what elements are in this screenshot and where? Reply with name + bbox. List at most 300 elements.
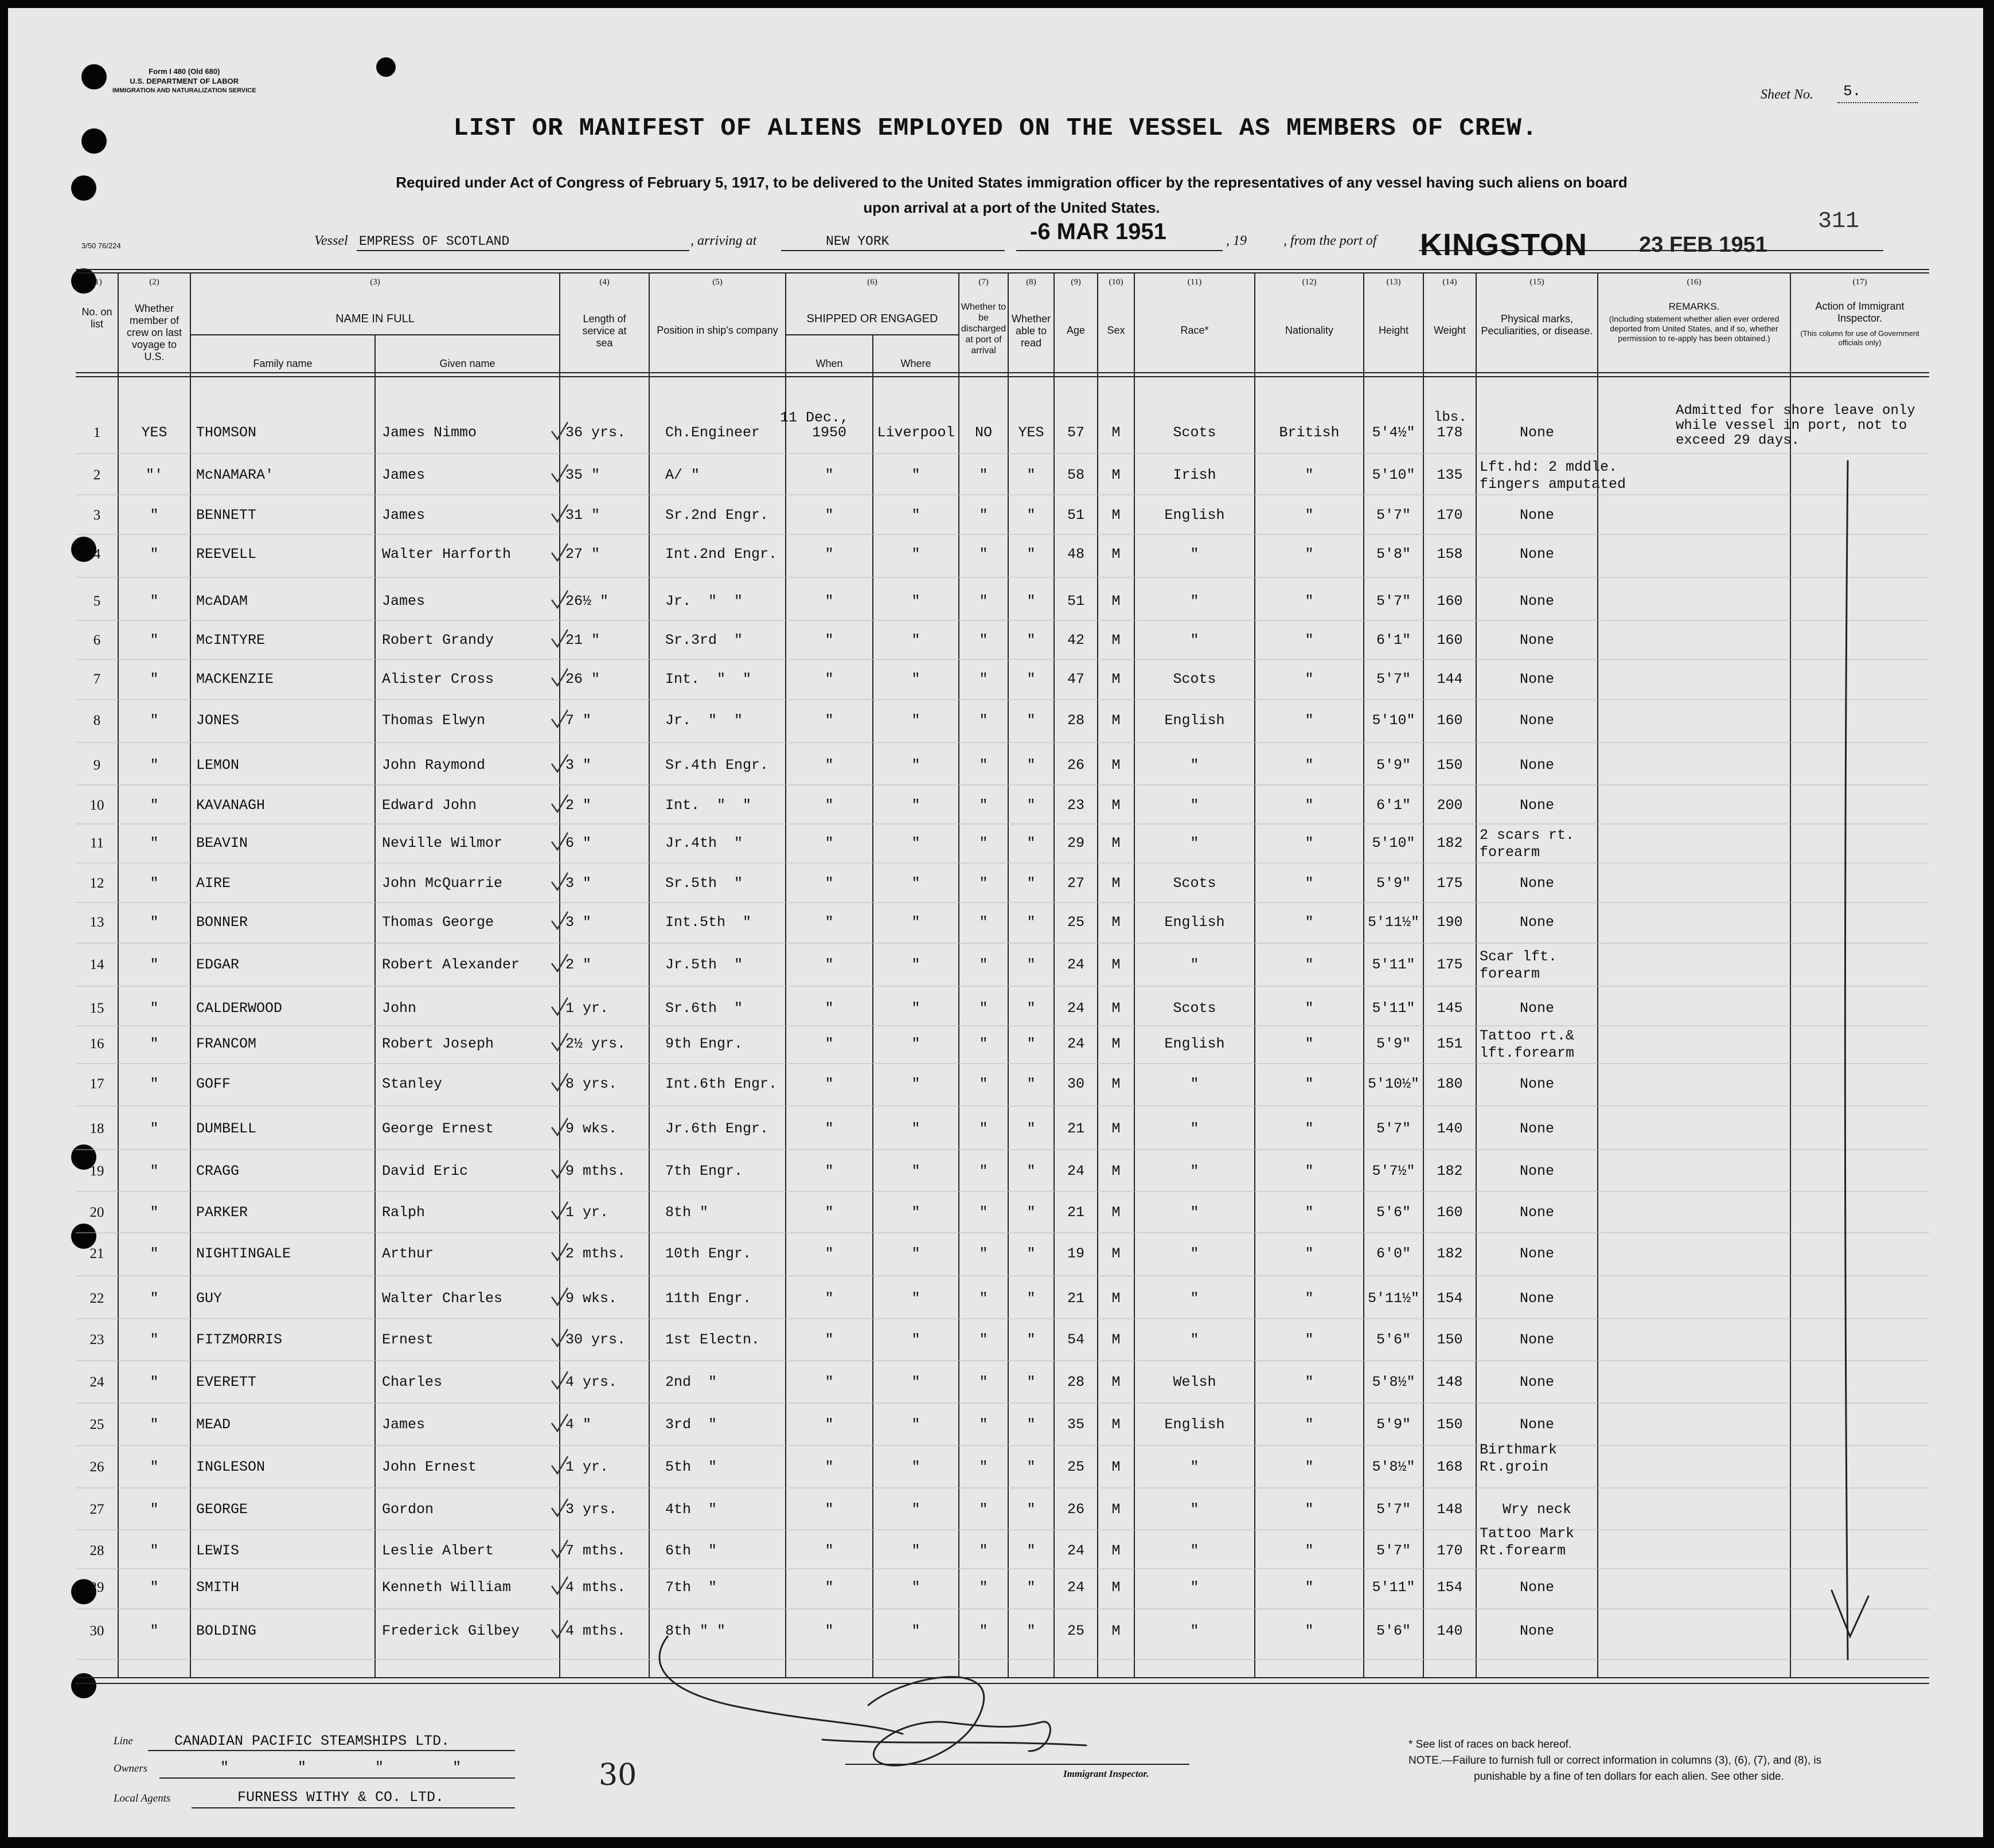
cell-age: 25	[1067, 1459, 1084, 1475]
cell-height: 5'7"	[1376, 507, 1411, 523]
cell-race: "	[1190, 1579, 1199, 1596]
cell-marks: Tattoo Mark	[1480, 1525, 1575, 1542]
cell-age: 27	[1067, 875, 1084, 892]
cell-position: Sr.2nd Engr.	[665, 507, 769, 523]
column-number: (8)	[1026, 278, 1036, 287]
cell-when: "	[825, 875, 834, 892]
cell-member: "	[150, 1290, 159, 1307]
cell-where: "	[911, 632, 920, 648]
cell-no: 26	[89, 1459, 104, 1475]
cell-marks: None	[1519, 1374, 1554, 1390]
cell-age: 57	[1067, 424, 1084, 441]
cell-no: 18	[89, 1121, 104, 1136]
cell-sex: M	[1111, 1459, 1121, 1475]
cell-no: 5	[93, 593, 101, 609]
cell-member: "	[150, 593, 159, 610]
cell-marks-line-2: fingers amputated	[1480, 476, 1626, 493]
cell-no: 20	[89, 1205, 104, 1220]
cell-discharged: "	[979, 1374, 988, 1390]
cell-given: Edward John	[382, 797, 477, 814]
cell-discharged: "	[979, 1163, 988, 1179]
cell-nationality: "	[1305, 467, 1314, 483]
cell-weight: 144	[1437, 671, 1463, 687]
cell-when: "	[825, 546, 834, 562]
cell-service: 4 mths.	[565, 1623, 626, 1639]
cell-read: "	[1027, 1163, 1036, 1179]
cell-member: "	[150, 632, 159, 648]
cell-service: 1 yr.	[565, 1459, 609, 1475]
cell-marks: None	[1519, 1290, 1554, 1307]
cell-height: 5'6"	[1376, 1623, 1411, 1639]
cell-member: "	[150, 1120, 159, 1137]
cell-where: "	[911, 1501, 920, 1518]
cell-no: 19	[89, 1163, 104, 1179]
cell-given: John Ernest	[382, 1459, 477, 1475]
cell-race: English	[1164, 712, 1225, 729]
cell-race: "	[1190, 593, 1199, 610]
cell-member: "	[150, 1000, 159, 1017]
header-able-to-read: Whether able to read	[1011, 313, 1051, 349]
cell-service: 26 "	[565, 671, 600, 687]
cell-weight: 178	[1437, 424, 1463, 441]
cell-age: 24	[1067, 1542, 1084, 1559]
cell-when: "	[825, 593, 834, 610]
cell-family: EDGAR	[196, 956, 240, 973]
cell-marks-line-2: lft.forearm	[1480, 1045, 1575, 1061]
cell-member: "	[150, 1416, 159, 1433]
column-number: (15)	[1529, 278, 1544, 287]
cell-read: "	[1027, 1076, 1036, 1092]
cell-when: "	[825, 671, 834, 687]
cell-height: 5'6"	[1376, 1204, 1411, 1221]
cell-sex: M	[1111, 1374, 1121, 1390]
cell-height: 5'7"	[1376, 1501, 1411, 1518]
cell-weight: 180	[1437, 1076, 1463, 1092]
cell-age: 28	[1067, 712, 1084, 729]
cell-no: 25	[89, 1417, 104, 1432]
column-number: (10)	[1109, 278, 1123, 287]
cell-family: AIRE	[196, 875, 231, 892]
from-port-label: , from the port of	[1283, 233, 1377, 248]
cell-discharged: NO	[974, 424, 992, 441]
cell-family: BOLDING	[196, 1623, 257, 1639]
cell-position: Int. " "	[665, 797, 752, 814]
cell-read: "	[1027, 1120, 1036, 1137]
department-name: U.S. DEPARTMENT OF LABOR	[130, 77, 239, 85]
header-sex: Sex	[1107, 325, 1125, 336]
cell-discharged: "	[979, 757, 988, 773]
penalty-note-1: NOTE.—Failure to furnish full or correct information in columns (3), (6), (7), and (8), is	[1408, 1755, 1822, 1767]
cell-given: Kenneth William	[382, 1579, 512, 1596]
cell-read: "	[1027, 757, 1036, 773]
cell-position: 7th Engr.	[665, 1163, 743, 1179]
cell-no: 2	[93, 467, 101, 483]
cell-race: English	[1164, 507, 1225, 523]
cell-position: Jr.6th Engr.	[665, 1120, 769, 1137]
cell-when: "	[825, 1036, 834, 1052]
cell-age: 24	[1067, 1163, 1084, 1179]
cell-service: 9 wks.	[565, 1290, 618, 1307]
cell-service: 9 mths.	[565, 1163, 626, 1179]
cell-height: 5'7½"	[1372, 1163, 1415, 1179]
cell-no: 21	[89, 1246, 104, 1261]
cell-discharged: "	[979, 1579, 988, 1596]
cell-marks: 2 scars rt.	[1480, 827, 1575, 843]
cell-race: English	[1164, 1036, 1225, 1052]
cell-height: 5'7"	[1376, 593, 1411, 610]
cell-nationality: "	[1305, 1501, 1314, 1518]
cell-marks: Scar lft.	[1480, 948, 1558, 965]
cell-where: "	[911, 712, 920, 729]
cell-discharged: "	[979, 467, 988, 483]
cell-where: "	[911, 1036, 920, 1052]
cell-when: "	[825, 1120, 834, 1137]
remarks-line: exceed 29 days.	[1676, 433, 1800, 448]
cell-nationality: British	[1279, 424, 1340, 441]
cell-weight: 200	[1437, 797, 1463, 814]
cell-position: 10th Engr.	[665, 1245, 752, 1262]
cell-where: "	[911, 671, 920, 687]
cell-weight: 151	[1437, 1036, 1463, 1052]
cell-height: 5'7"	[1376, 1120, 1411, 1137]
cell-discharged: "	[979, 1000, 988, 1017]
cell-service: 4 "	[565, 1416, 592, 1433]
cell-service: 3 "	[565, 875, 592, 892]
cell-read: "	[1027, 1501, 1036, 1518]
cell-where: "	[911, 1623, 920, 1639]
cell-position: 7th "	[665, 1579, 717, 1596]
cell-age: 19	[1067, 1245, 1084, 1262]
cell-age: 42	[1067, 632, 1084, 648]
cell-member: "	[150, 956, 159, 973]
cell-marks: None	[1519, 546, 1554, 562]
cell-sex: M	[1111, 1204, 1121, 1221]
cell-where: "	[911, 1579, 920, 1596]
cell-age: 24	[1067, 1000, 1084, 1017]
cell-given: Neville Wilmor	[382, 835, 503, 851]
cell-where: "	[911, 1076, 920, 1092]
cell-age: 21	[1067, 1290, 1084, 1307]
cell-member: "	[150, 1542, 159, 1559]
cell-nationality: "	[1305, 1290, 1314, 1307]
cell-member: "'	[145, 467, 163, 483]
cell-sex: M	[1111, 712, 1121, 729]
cell-member: "	[150, 1204, 159, 1221]
cell-given: James	[382, 467, 426, 483]
header-no-on-list: No. on list	[81, 306, 112, 330]
cell-nationality: "	[1305, 1163, 1314, 1179]
cell-family: REEVELL	[196, 546, 257, 562]
cell-discharged: "	[979, 1245, 988, 1262]
cell-member: "	[150, 1076, 159, 1092]
local-agents-value: FURNESS WITHY & CO. LTD.	[237, 1789, 444, 1806]
cell-age: 26	[1067, 757, 1084, 773]
cell-where: "	[911, 593, 920, 610]
cell-race: "	[1190, 632, 1199, 648]
cell-age: 24	[1067, 1036, 1084, 1052]
cell-discharged: "	[979, 956, 988, 973]
cell-nationality: "	[1305, 593, 1314, 610]
subtitle-line-1: Required under Act of Congress of February 5, 1917, to be delivered to the United States immigration officer by the representatives of any vessel having such aliens on board	[396, 174, 1628, 191]
cell-sex: M	[1111, 671, 1121, 687]
cell-sex: M	[1111, 1542, 1121, 1559]
cell-nationality: "	[1305, 1000, 1314, 1017]
cell-no: 28	[89, 1543, 104, 1558]
cell-age: 21	[1067, 1120, 1084, 1137]
first-row-when-line-1: 11 Dec.,	[780, 409, 849, 426]
cell-discharged: "	[979, 1076, 988, 1092]
cell-where: "	[911, 1374, 920, 1390]
cell-family: BENNETT	[196, 507, 257, 523]
cell-race: Scots	[1173, 424, 1216, 441]
cell-family: GEORGE	[196, 1501, 248, 1518]
cell-service: 1 yr.	[565, 1204, 609, 1221]
cell-family: KAVANAGH	[196, 797, 266, 814]
cell-member: "	[150, 875, 159, 892]
cell-read: "	[1027, 956, 1036, 973]
cell-no: 13	[89, 915, 104, 930]
cell-service: 31 "	[565, 507, 600, 523]
arriving-label: , arriving at	[690, 233, 757, 248]
cell-marks: None	[1519, 797, 1554, 814]
signature-main	[868, 1677, 1050, 1765]
cell-weight: 148	[1437, 1501, 1463, 1518]
cell-when: "	[825, 467, 834, 483]
cell-sex: M	[1111, 835, 1121, 851]
column-number: (4)	[599, 278, 610, 287]
cell-when: "	[825, 914, 834, 931]
cell-age: 25	[1067, 1623, 1084, 1639]
cell-weight: 158	[1437, 546, 1463, 562]
cell-sex: M	[1111, 757, 1121, 773]
subtitle-line-2: upon arrival at a port of the United States.	[863, 199, 1160, 216]
cell-race: "	[1190, 1290, 1199, 1307]
cell-age: 25	[1067, 914, 1084, 931]
cell-discharged: "	[979, 875, 988, 892]
cell-nationality: "	[1305, 1459, 1314, 1475]
cell-read: "	[1027, 1579, 1036, 1596]
cell-when: "	[825, 1000, 834, 1017]
cell-height: 5'11"	[1372, 956, 1415, 973]
cell-discharged: "	[979, 593, 988, 610]
cell-where: "	[911, 467, 920, 483]
arrival-date-stamp: -6 MAR 1951	[1030, 219, 1166, 244]
cell-nationality: "	[1305, 875, 1314, 892]
cell-family: CALDERWOOD	[196, 1000, 283, 1017]
cell-where: "	[911, 797, 920, 814]
cell-height: 5'8"	[1376, 546, 1411, 562]
cell-race: "	[1190, 1459, 1199, 1475]
header-action-sub: (This column for use of Government officials only)	[1800, 329, 1919, 347]
cell-nationality: "	[1305, 1120, 1314, 1137]
cell-service: 2½ yrs.	[565, 1036, 626, 1052]
cell-marks: None	[1519, 757, 1554, 773]
cell-height: 5'4½"	[1372, 424, 1415, 441]
cell-sex: M	[1111, 467, 1121, 483]
cell-service: 7 mths.	[565, 1542, 626, 1559]
cell-service: 21 "	[565, 632, 600, 648]
cell-height: 6'0"	[1376, 1245, 1411, 1262]
cell-sex: M	[1111, 875, 1121, 892]
cell-race: Scots	[1173, 875, 1216, 892]
cell-marks: None	[1519, 632, 1554, 648]
owners-value: " " " "	[220, 1759, 462, 1776]
cell-nationality: "	[1305, 757, 1314, 773]
cell-weight: 160	[1437, 593, 1463, 610]
cell-sex: M	[1111, 1076, 1121, 1092]
cell-where: "	[911, 875, 920, 892]
cell-race: "	[1190, 1204, 1199, 1221]
cell-no: 9	[93, 757, 101, 773]
cell-given: Ernest	[382, 1331, 434, 1348]
column-number: (1)	[92, 278, 102, 287]
cell-weight: 190	[1437, 914, 1463, 931]
cell-member: YES	[141, 424, 167, 441]
cell-given: Walter Harforth	[382, 546, 512, 562]
cell-no: 3	[93, 507, 101, 523]
cell-race: English	[1164, 1416, 1225, 1433]
cell-position: 6th "	[665, 1542, 717, 1559]
cell-read: "	[1027, 467, 1036, 483]
departure-date-stamp: 23 FEB 1951	[1639, 233, 1767, 257]
cell-marks: Lft.hd: 2 mddle.	[1480, 459, 1618, 475]
cell-marks: None	[1519, 712, 1554, 729]
cell-discharged: "	[979, 1623, 988, 1639]
cell-age: 21	[1067, 1204, 1084, 1221]
cell-service: 27 "	[565, 546, 600, 562]
cell-service: 4 mths.	[565, 1579, 626, 1596]
cell-service: 30 yrs.	[565, 1331, 626, 1348]
cell-service: 3 "	[565, 757, 592, 773]
cell-given: Thomas Elwyn	[382, 712, 486, 729]
cell-height: 5'8½"	[1372, 1374, 1415, 1390]
cell-race: Scots	[1173, 671, 1216, 687]
cell-member: "	[150, 1459, 159, 1475]
cell-sex: M	[1111, 1120, 1121, 1137]
cell-weight: 175	[1437, 875, 1463, 892]
cell-discharged: "	[979, 1120, 988, 1137]
cell-when: "	[825, 1416, 834, 1433]
cell-family: GOFF	[196, 1076, 231, 1092]
cell-sex: M	[1111, 914, 1121, 931]
cell-family: BONNER	[196, 914, 248, 931]
cell-where: "	[911, 1120, 920, 1137]
cell-family: BEAVIN	[196, 835, 248, 851]
cell-age: 35	[1067, 1416, 1084, 1433]
cell-service: 26½ "	[565, 593, 609, 610]
cell-position: Jr. " "	[665, 593, 743, 610]
header-action: Action of Immigrant Inspector.	[1815, 300, 1905, 324]
cell-height: 5'11"	[1372, 1000, 1415, 1017]
cell-when: "	[825, 632, 834, 648]
cell-given: Walter Charles	[382, 1290, 503, 1307]
cell-where: "	[911, 1542, 920, 1559]
cell-no: 14	[89, 957, 104, 972]
column-number: (6)	[867, 278, 877, 287]
cell-given: James	[382, 507, 426, 523]
cell-no: 7	[93, 671, 101, 687]
cell-marks: None	[1519, 1245, 1554, 1262]
departure-port-stamp: KINGSTON	[1420, 228, 1588, 262]
cell-marks: Tattoo rt.&	[1480, 1027, 1575, 1044]
cell-family: CRAGG	[196, 1163, 240, 1179]
header-length-of-service: Length of service at sea	[582, 313, 627, 349]
cell-where: "	[911, 1000, 920, 1017]
cell-race: "	[1190, 1331, 1199, 1348]
cell-discharged: "	[979, 712, 988, 729]
cell-height: 5'11½"	[1367, 1290, 1419, 1307]
cell-nationality: "	[1305, 1579, 1314, 1596]
cell-weight: 182	[1437, 835, 1463, 851]
cell-age: 51	[1067, 507, 1084, 523]
cell-nationality: "	[1305, 671, 1314, 687]
cell-given: James	[382, 1416, 426, 1433]
inspector-vertical-stroke	[1845, 461, 1848, 1659]
cell-when: "	[825, 1331, 834, 1348]
shipping-line: CANADIAN PACIFIC STEAMSHIPS LTD.	[174, 1733, 450, 1749]
cell-height: 5'10½"	[1367, 1076, 1419, 1092]
cell-height: 5'9"	[1376, 1416, 1411, 1433]
cell-read: "	[1027, 546, 1036, 562]
cell-nationality: "	[1305, 1245, 1314, 1262]
cell-when: "	[825, 1623, 834, 1639]
cell-marks-line-2: Rt.forearm	[1480, 1542, 1566, 1559]
cell-service: 4 yrs.	[565, 1374, 618, 1390]
header-given-name: Given name	[439, 358, 495, 369]
cell-marks-line-2: Rt.groin	[1480, 1459, 1549, 1475]
cell-sex: M	[1111, 593, 1121, 610]
cell-marks: None	[1519, 1579, 1554, 1596]
cell-age: 30	[1067, 1076, 1084, 1092]
cell-member: "	[150, 1331, 159, 1348]
cell-marks: None	[1519, 1204, 1554, 1221]
cell-sex: M	[1111, 1579, 1121, 1596]
header-shipped-or-engaged: SHIPPED OR ENGAGED	[806, 312, 938, 325]
cell-family: LEWIS	[196, 1542, 240, 1559]
arrival-port: NEW YORK	[826, 234, 889, 249]
cell-read: "	[1027, 1290, 1036, 1307]
service-name: IMMIGRATION AND NATURALIZATION SERVICE	[112, 87, 256, 94]
cell-member: "	[150, 671, 159, 687]
cell-given: Robert Joseph	[382, 1036, 494, 1052]
signature-flourish	[660, 1636, 903, 1734]
cell-discharged: "	[979, 507, 988, 523]
cell-discharged: "	[979, 1501, 988, 1518]
cell-race: "	[1190, 835, 1199, 851]
cell-position: 2nd "	[665, 1374, 717, 1390]
cell-race: "	[1190, 1623, 1199, 1639]
cell-no: 1	[93, 425, 101, 440]
weight-unit: lbs.	[1434, 410, 1467, 425]
cell-marks-line-2: forearm	[1480, 844, 1540, 861]
cell-race: "	[1190, 797, 1199, 814]
cell-read: "	[1027, 835, 1036, 851]
header-age: Age	[1066, 325, 1086, 336]
cell-no: 23	[89, 1332, 104, 1347]
cell-race: "	[1190, 956, 1199, 973]
cell-given: David Eric	[382, 1163, 469, 1179]
cell-discharged: "	[979, 1204, 988, 1221]
column-number: (12)	[1302, 278, 1317, 287]
cell-race: Welsh	[1173, 1374, 1216, 1390]
cell-family: FITZMORRIS	[196, 1331, 283, 1348]
cell-discharged: "	[979, 1036, 988, 1052]
header-discharged: Whether to be discharged at port of arrival	[961, 302, 1006, 355]
cell-discharged: "	[979, 1542, 988, 1559]
cell-sex: M	[1111, 1245, 1121, 1262]
cell-given: Stanley	[382, 1076, 443, 1092]
cell-member: "	[150, 712, 159, 729]
